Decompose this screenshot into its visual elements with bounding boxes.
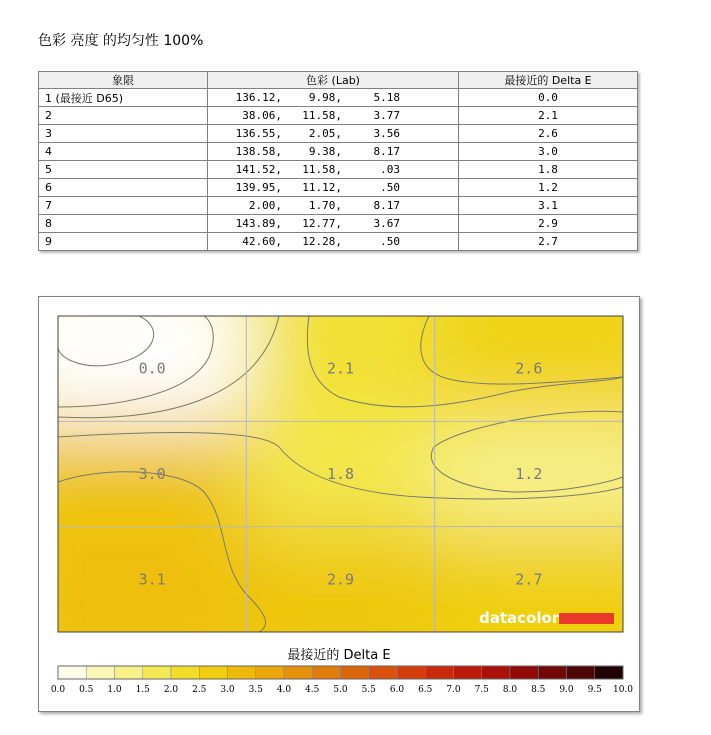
colorbar-swatch <box>425 666 453 679</box>
colorbar-swatch <box>86 666 114 679</box>
colorbar-swatch <box>397 666 425 679</box>
quadrant-cell: 4 <box>39 143 208 161</box>
colorbar-swatch <box>58 666 86 679</box>
table-row <box>39 179 638 197</box>
cell-value-label: 1.8 <box>326 465 355 483</box>
delta-e-cell: 1.8 <box>459 161 638 179</box>
quadrant-cell: 8 <box>39 215 208 233</box>
cell-value-label: 2.9 <box>326 570 355 589</box>
cell-value-label: 1.2 <box>515 465 543 483</box>
colorbar-swatch <box>171 666 199 679</box>
colorbar-tick-label: 4.0 <box>276 685 292 695</box>
table-row <box>39 197 638 215</box>
colorbar-swatch <box>312 666 340 679</box>
lab-b-value: .03 <box>380 163 400 176</box>
table-row <box>39 215 638 233</box>
colorbar-swatch <box>284 666 312 679</box>
lab-cell <box>208 125 459 143</box>
colorbar-swatch <box>228 666 256 679</box>
lab-a-value: 12.28, <box>302 235 342 248</box>
lab-b-value: 3.67 <box>373 217 400 230</box>
lab-b-value: 8.17 <box>373 145 400 158</box>
lab-a-value: 9.38, <box>308 145 342 158</box>
lab-cell <box>208 89 459 107</box>
lab-b-value: .50 <box>380 181 400 194</box>
uniformity-chart-panel <box>38 296 640 712</box>
table-row <box>39 89 638 107</box>
header-lab: 色彩 (Lab) <box>208 72 459 89</box>
colorbar-tick-label: 5.0 <box>333 685 348 695</box>
quadrant-cell: 9 <box>39 233 208 251</box>
cell-value-label: 3.0 <box>138 465 166 483</box>
page-title: 色彩 亮度 的均匀性 100% <box>38 33 204 49</box>
table-row <box>39 125 638 143</box>
lab-b-value: 8.17 <box>373 199 400 212</box>
colorbar-swatch <box>369 666 397 679</box>
table-header-row <box>39 72 638 89</box>
lab-a-value: 11.58, <box>302 109 342 122</box>
lab-cell <box>208 107 459 125</box>
header-quadrant: 象限 <box>39 72 208 89</box>
delta-e-cell: 2.9 <box>459 215 638 233</box>
colorbar-tick-label: 3.0 <box>220 685 235 695</box>
lab-a-value: 12.77, <box>302 217 342 230</box>
lab-l-value: 143.89, <box>235 217 282 230</box>
quadrant-cell: 2 <box>39 107 208 125</box>
colorbar-tick-label: 9.5 <box>587 685 602 695</box>
lab-l-value: 38.06, <box>242 109 282 122</box>
cell-value-label: 3.1 <box>138 570 166 589</box>
colorbar-tick-label: 7.0 <box>446 685 461 695</box>
cell-value-label: 0.0 <box>138 359 166 378</box>
colorbar-tick-label: 2.0 <box>163 685 179 695</box>
lab-l-value: 136.12, <box>235 91 282 104</box>
delta-e-cell: 2.6 <box>459 125 638 143</box>
quadrant-cell: 1 (最接近 D65) <box>39 89 208 107</box>
colorbar-swatch <box>510 666 538 679</box>
colorbar-swatch <box>341 666 369 679</box>
colorbar-tick-label: 6.0 <box>389 685 405 695</box>
lab-l-value: 139.95, <box>235 181 282 194</box>
colorbar-tick-label: 7.5 <box>474 685 489 695</box>
colorbar-tick-label: 5.5 <box>361 685 376 695</box>
header-delta-e: 最接近的 Delta E <box>459 72 638 89</box>
colorbar-swatch <box>143 666 171 679</box>
table-row <box>39 107 638 125</box>
colorbar-swatch <box>595 666 623 679</box>
colorbar-swatch <box>256 666 284 679</box>
table-row <box>39 233 638 251</box>
colorbar-tick-label: 9.0 <box>559 685 574 695</box>
quadrant-cell: 3 <box>39 125 208 143</box>
delta-e-cell: 2.1 <box>459 107 638 125</box>
lab-a-value: 9.98, <box>308 91 342 104</box>
lab-a-value: 11.58, <box>302 163 342 176</box>
colorbar-tick-label: 2.5 <box>192 685 207 695</box>
lab-cell <box>208 197 459 215</box>
lab-a-value: 2.05, <box>308 127 342 140</box>
delta-e-cell: 2.7 <box>459 233 638 251</box>
cell-value-label: 2.6 <box>515 359 543 378</box>
colorbar-tick-label: 8.5 <box>531 685 546 695</box>
delta-e-cell: 3.0 <box>459 143 638 161</box>
lab-cell <box>208 233 459 251</box>
colorbar-tick-label: 0.5 <box>79 685 94 695</box>
colorbar-tick-label: 10.0 <box>612 685 634 695</box>
delta-e-cell: 0.0 <box>459 89 638 107</box>
lab-l-value: 136.55, <box>235 127 282 140</box>
lab-a-value: 11.12, <box>302 181 342 194</box>
uniformity-heatmap <box>39 297 639 711</box>
lab-cell <box>208 161 459 179</box>
colorbar-swatch <box>567 666 595 679</box>
colorbar-tick-label: 3.5 <box>248 685 263 695</box>
colorbar-swatch <box>538 666 566 679</box>
colorbar-swatch <box>482 666 510 679</box>
colorbar-tick-label: 1.0 <box>107 685 122 695</box>
quadrant-cell: 5 <box>39 161 208 179</box>
colorbar-tick-label: 4.5 <box>305 685 320 695</box>
colorbar-tick-label: 8.0 <box>502 685 518 695</box>
lab-l-value: 138.58, <box>235 145 282 158</box>
lab-cell <box>208 179 459 197</box>
colorbar-label: 最接近的 Delta E <box>287 648 391 663</box>
colorbar-swatch <box>454 666 482 679</box>
table-row <box>39 143 638 161</box>
colorbar-tick-label: 0.0 <box>50 685 66 695</box>
colorbar-tick-label: 1.5 <box>135 685 150 695</box>
cell-value-label: 2.7 <box>515 570 543 589</box>
lab-l-value: 42.60, <box>242 235 282 248</box>
quadrant-cell: 7 <box>39 197 208 215</box>
colorbar-swatch <box>115 666 143 679</box>
table-row <box>39 161 638 179</box>
lab-l-value: 141.52, <box>235 163 282 176</box>
lab-b-value: 5.18 <box>373 91 400 104</box>
lab-b-value: 3.56 <box>373 127 400 140</box>
delta-e-cell: 3.1 <box>459 197 638 215</box>
lab-cell <box>208 143 459 161</box>
lab-b-value: 3.77 <box>373 109 400 122</box>
colorbar-tick-label: 6.5 <box>418 685 433 695</box>
lab-l-value: 2.00, <box>248 199 282 212</box>
lab-table <box>38 71 638 251</box>
svg-text:datacolor: datacolor <box>479 609 560 627</box>
lab-a-value: 1.70, <box>308 199 342 212</box>
delta-e-cell: 1.2 <box>459 179 638 197</box>
lab-cell <box>208 215 459 233</box>
lab-b-value: .50 <box>380 235 400 248</box>
cell-value-label: 2.1 <box>326 359 355 378</box>
quadrant-cell: 6 <box>39 179 208 197</box>
colorbar-swatch <box>199 666 227 679</box>
